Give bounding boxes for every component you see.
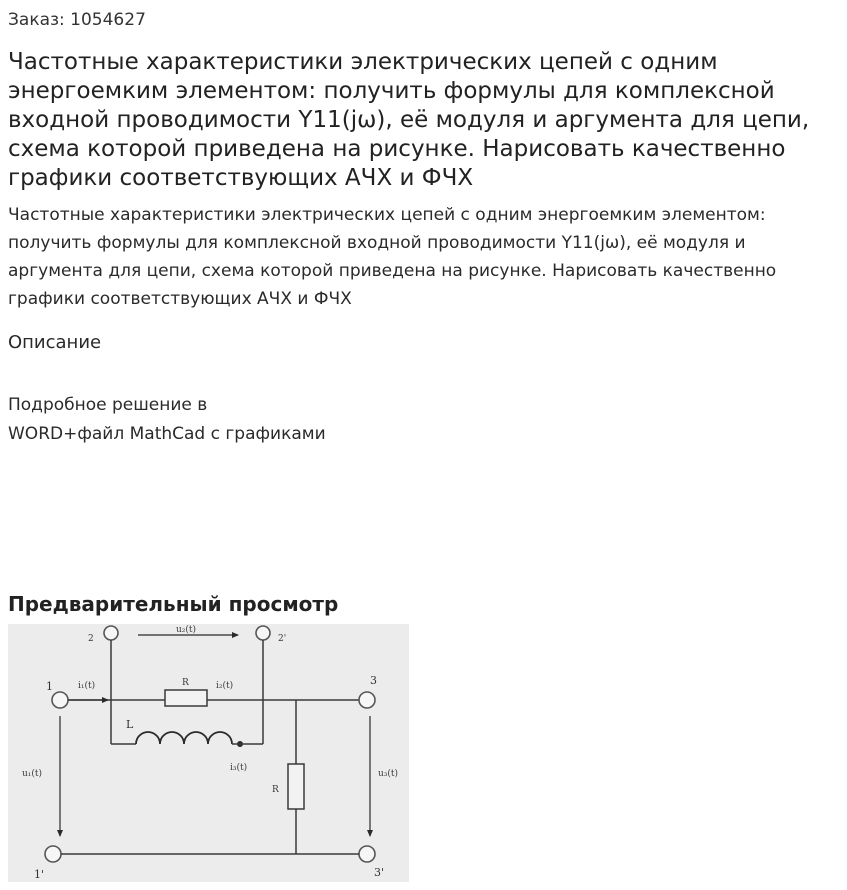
node-label-2: 2 (88, 634, 94, 644)
node-label-3: 3 (370, 674, 377, 687)
task-summary: Частотные характеристики электрических цепей с одним энергоемким элементом: получить формулы для комплексной входной проводимости Y11(jω), её модуля и аргумента для цепи, схема которой приведена на рисунке. Нарисовать качественно графики соответствующих АЧХ и ФЧХ (8, 205, 777, 309)
voltage-label-out: u₃(t) (378, 769, 399, 779)
resistor-top (165, 690, 207, 706)
page-title: Частотные характеристики электрических цепей с одним энергоемким элементом: получить формулы для комплексной входной проводимости Y11(jω), её модуля и аргумента для цепи, схема которой приведена на рисунке. Нарисовать качественно графики соответствующих АЧХ и ФЧХ (8, 49, 810, 191)
node-label-1-prime: 1' (34, 868, 45, 881)
terminal-1-prime (45, 846, 61, 862)
resistor-shunt-label: R (272, 785, 279, 795)
preview-heading: Предварительный просмотр (8, 592, 339, 616)
circuit-preview-image[interactable] (8, 624, 409, 882)
description-label: Описание (8, 332, 102, 353)
node-label-3-prime: 3' (374, 866, 385, 879)
current-label-in: i₁(t) (78, 681, 96, 691)
terminal-1 (52, 692, 68, 708)
photo-background (8, 624, 409, 882)
resistor-shunt (288, 764, 304, 809)
terminal-2 (104, 626, 118, 640)
terminal-2-prime (256, 626, 270, 640)
current-label-r: i₂(t) (216, 681, 234, 691)
description-line-1: Подробное решение в (8, 395, 208, 415)
description-line-2: WORD+файл MathCad с графиками (8, 424, 326, 444)
circuit-schematic (8, 624, 409, 882)
inductor-label: L (126, 718, 134, 731)
resistor-top-label: R (182, 678, 189, 688)
current-label-l: i₃(t) (230, 763, 248, 773)
terminal-3 (359, 692, 375, 708)
node-label-2-prime: 2' (278, 634, 287, 644)
order-number: Заказ: 1054627 (8, 10, 146, 30)
terminal-3-prime (359, 846, 375, 862)
voltage-label-in: u₁(t) (22, 769, 43, 779)
voltage-label-top: u₂(t) (176, 625, 197, 635)
node-label-1: 1 (46, 680, 53, 693)
